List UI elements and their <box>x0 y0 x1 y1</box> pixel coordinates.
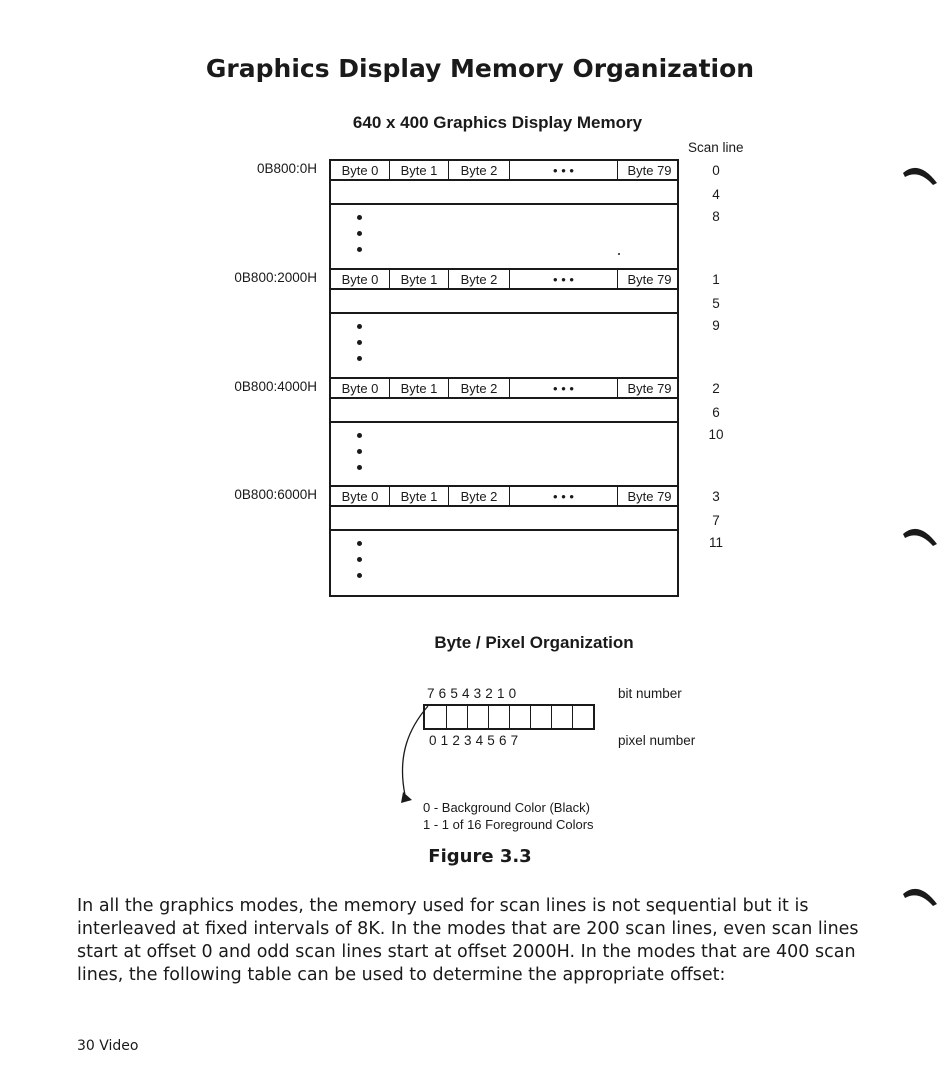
byte-pixel-title: Byte / Pixel Organization <box>434 633 634 652</box>
byte-cell: Byte 0 <box>331 161 390 179</box>
scan-line-number: 6 <box>712 405 720 420</box>
scan-line-number: 10 <box>708 427 724 442</box>
byte-cell: Byte 79 <box>617 161 681 179</box>
scan-line-number: 8 <box>712 209 720 224</box>
byte-cell: Byte 79 <box>617 379 681 397</box>
continuation-dot <box>357 340 362 345</box>
bit-numbers: 7 6 5 4 3 2 1 0 <box>427 686 517 701</box>
binder-mark-icon <box>903 524 937 546</box>
ellipsis-cell: • • • <box>553 488 574 504</box>
byte-row <box>329 377 679 399</box>
bit-cell <box>467 706 489 728</box>
scan-line-header: Scan line <box>688 140 744 155</box>
bit-number-label: bit number <box>618 686 682 701</box>
row-divider <box>329 203 679 205</box>
scan-line-number: 2 <box>712 381 720 396</box>
scan-line-number: 5 <box>712 296 720 311</box>
page-footer: 30 Video <box>77 1038 139 1054</box>
row-divider <box>329 312 679 314</box>
ellipsis-cell: • • • <box>553 162 574 178</box>
byte-cell: Byte 2 <box>449 487 510 505</box>
byte-cell: Byte 1 <box>390 379 449 397</box>
scan-line-number: 1 <box>712 272 720 287</box>
byte-cell: Byte 1 <box>390 487 449 505</box>
continuation-dot <box>357 324 362 329</box>
continuation-dot <box>357 541 362 546</box>
continuation-dot <box>357 247 362 252</box>
diagram-bottom-border <box>329 595 679 597</box>
stray-dot <box>618 253 620 255</box>
ellipsis-cell: • • • <box>553 380 574 396</box>
continuation-dot <box>357 356 362 361</box>
figure-caption: Figure 3.3 <box>428 846 532 867</box>
memory-block-body <box>329 290 679 377</box>
memory-block-body <box>329 507 679 597</box>
memory-diagram-title: 640 x 400 Graphics Display Memory <box>352 113 643 132</box>
pixel-number-label: pixel number <box>618 733 696 748</box>
bit-cell <box>551 706 573 728</box>
scan-line-number: 0 <box>712 163 720 178</box>
byte-cell: Byte 79 <box>617 270 681 288</box>
scan-line-number: 9 <box>712 318 720 333</box>
page-title: Graphics Display Memory Organization <box>205 54 755 83</box>
byte-cell: Byte 79 <box>617 487 681 505</box>
arrow-icon <box>395 700 435 810</box>
pixel-numbers: 0 1 2 3 4 5 6 7 <box>429 733 519 748</box>
bit-cell <box>509 706 531 728</box>
bit-cell <box>446 706 468 728</box>
continuation-dot <box>357 557 362 562</box>
memory-block-body <box>329 399 679 486</box>
scan-line-number: 3 <box>712 489 720 504</box>
byte-cell: Byte 0 <box>331 487 390 505</box>
continuation-dot <box>357 433 362 438</box>
segment-address: 0B800:6000H <box>234 487 317 502</box>
byte-cell: Byte 0 <box>331 379 390 397</box>
scan-line-number: 7 <box>712 513 720 528</box>
scan-line-number: 11 <box>708 535 724 550</box>
continuation-dot <box>357 465 362 470</box>
ellipsis-cell: • • • <box>553 271 574 287</box>
binder-mark-icon <box>903 884 937 906</box>
byte-box <box>423 704 595 730</box>
byte-row <box>329 159 679 181</box>
continuation-dot <box>357 449 362 454</box>
bit-cell <box>530 706 552 728</box>
byte-cell: Byte 1 <box>390 161 449 179</box>
byte-cell: Byte 2 <box>449 379 510 397</box>
row-divider <box>329 529 679 531</box>
segment-address: 0B800:4000H <box>234 379 317 394</box>
segment-address: 0B800:2000H <box>234 270 317 285</box>
row-divider <box>329 421 679 423</box>
byte-cell: Byte 0 <box>331 270 390 288</box>
continuation-dot <box>357 215 362 220</box>
byte-cell: Byte 2 <box>449 270 510 288</box>
continuation-dot <box>357 573 362 578</box>
legend-background: 0 - Background Color (Black) <box>423 800 590 815</box>
binder-mark-icon <box>903 163 937 185</box>
byte-cell: Byte 2 <box>449 161 510 179</box>
byte-cell: Byte 1 <box>390 270 449 288</box>
scan-line-number: 4 <box>712 187 720 202</box>
body-paragraph: In all the graphics modes, the memory used for scan lines is not sequential but it is interleaved at fixed intervals of 8K. In the modes that are 200 scan lines, even scan lines start at offset 0 and odd scan lines start at offset 2000H. In the modes that are 400 scan lines, the following table can be used to determine the appropriate offset: <box>77 896 859 985</box>
memory-block-body <box>329 181 679 268</box>
bit-cell <box>488 706 510 728</box>
continuation-dot <box>357 231 362 236</box>
byte-row <box>329 485 679 507</box>
segment-address: 0B800:0H <box>256 161 317 176</box>
legend-foreground: 1 - 1 of 16 Foreground Colors <box>423 817 594 832</box>
byte-row <box>329 268 679 290</box>
